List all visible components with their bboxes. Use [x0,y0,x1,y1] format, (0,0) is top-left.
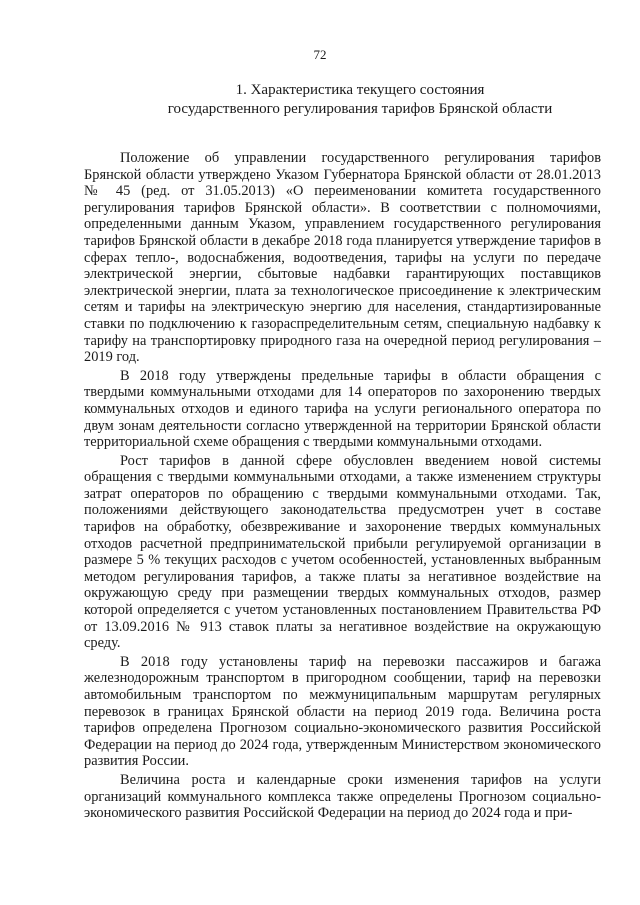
body-text [84,150,601,824]
paragraph: В 2018 году утверждены предельные тарифы в области обращения с твердыми коммунальными отходами для 14 операторов по захоронению твердых коммунальных отходов и единого тарифа на услуги регионального оператора по двум зонам деятельности согласно утвержденной на территории Брянской области территориальной схеме обращения с твердыми коммунальными отходами. [84,367,601,451]
section-heading [130,81,590,119]
paragraph: Рост тарифов в данной сфере обусловлен введением новой системы обращения с твердыми коммунальными отходами, а также изменением структуры затрат операторов по обращению с твердыми коммунальными отходами. Так, положениями действующего законодательства предусмотрен учет в составе тарифов на обработку, обезвреживание и захоронение твердых коммунальных отходов расчетной предпринимательской прибыли регулируемой организации в размере 5 % текущих расходов с учетом особенностей, установленных выбранным методом регулирования тарифов, а также платы за негативное воздействие на окружающую среду при размещении твердых коммунальных отходов, размер которой определяется с учетом установленных постановлением Правительства РФ от 13.09.2016 № 913 ставок платы за негативное воздействие на окружающую среду. [84,452,601,652]
paragraph: Положение об управлении государственного регулирования тарифов Брянской области утверждено Указом Губернатора Брянской области от 28.01.2013 № 45 (ред. от 31.05.2013) «О переименовании комитета государственного регулирования тарифов Брянской области». В соответствии с полномочиями, определенными данным Указом, управлением государственного регулирования тарифов Брянской области в декабре 2018 года планируется утверждение тарифов в сферах тепло-, водоснабжения, водоотведения, тарифы на услуги по передаче электрической энергии, сбытовые надбавки гарантирующих поставщиков электрической энергии, плата за технологическое присоединение к электрическим сетям и тарифы на электрическую энергию для населения, стандартизированные ставки по подключению к газораспределительным сетям, специальную надбавку к тарифу на транспортировку природного газа на очередной период регулирования – 2019 год. [84,150,601,366]
section-heading-line-1: 1. Характеристика текущего состояния [235,82,485,98]
section-heading-line-2: государственного регулирования тарифов Брянской области [167,101,553,117]
paragraph: В 2018 году установлены тариф на перевозки пассажиров и багажа железнодорожным транспортом в пригородном сообщении, тариф на перевозки автомобильным транспортом по межмуниципальным маршрутам регулярных перевозок в границах Брянской области на период 2019 года. Величина роста тарифов определена Прогнозом социально-экономического развития Российской Федерации на период до 2024 года, утвержденным Министерством экономического развития России. [84,653,601,770]
paragraph: Величина роста и календарные сроки изменения тарифов на услуги организаций коммунального комплекса также определены Прогнозом социально-экономического развития Российской Федерации на период до 2024 года и при- [84,771,601,822]
page-number: 72 [313,47,327,62]
